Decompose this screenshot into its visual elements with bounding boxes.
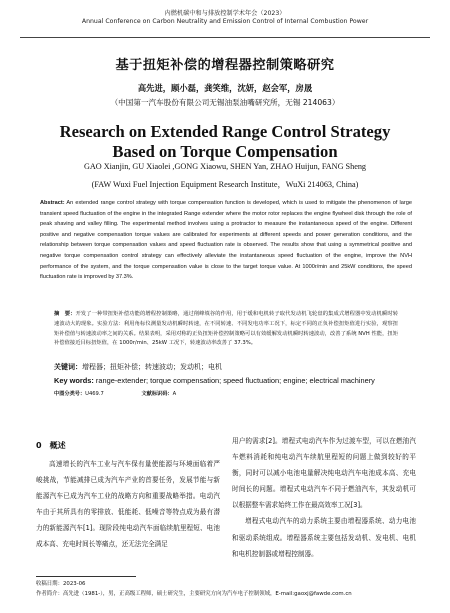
conference-header <box>0 10 450 26</box>
keywords-cn-text: 增程器；扭矩补偿；转速波动；发动机；电机 <box>82 363 222 371</box>
abstract-cn <box>54 310 398 349</box>
conference-name-en: Annual Conference on Carbon Neutrality and Emission Control of Internal Combustion Power <box>81 18 369 26</box>
keywords-cn <box>54 362 398 372</box>
document-code <box>141 391 176 397</box>
body-paragraph: 高速增长的汽车工业与汽车保有量使能源与环境面临着严峻挑战，节能减排已成为汽车产业的首要任务，发展节能与新能源汽车已成为汽车工业的战略方向和重要战略举措。电动汽车由于其所具有的零排放、低能耗、低噪音等特点成为最有潜力的新能源汽车[1]。现阶段纯电动汽车面临续航里程短、电池成本高、充电时间长等痛点，还无法完全满足 <box>36 460 220 549</box>
footnote-rule <box>36 576 136 577</box>
section-heading: 0 概述 <box>36 441 66 450</box>
keywords-en-label: Key words: <box>54 376 94 385</box>
abstract-en-text: An extended range control strategy with torque compensation function is developed, which is used to mitigate the phenomenon of large transient speed fluctuation of the engine in the integrated Range extender where the motor rotor replaces the engine flywheel disk through the role of peak shaving and valley filling. The experimental method involves using a protractor to measure the instantaneous speed of the engine. Different positive and negative compensation torque values are calibrated for experiments at different speeds and power generation conditions, and the relationship between torque compensation values and speed fluctuation rate is observed. The results show that using a symmetrical positive and negative torque compensation control strategy can effectively alleviate the instantaneous speed fluctuation of the engine, improve the NVH performance of the system, and the torque compensation value is close to the target torque value. At 1000r/min and 25kW conditions, the speed fluctuation rate is improved by 37.3%. <box>40 200 412 281</box>
header-rule <box>20 37 430 38</box>
body-paragraph: 增程式电动汽车的动力系统主要由增程器系统、动力电池和驱动系统组成。增程器系统主要包括发动机、发电机、电机和电机控制器或增程控制器。 <box>232 517 416 558</box>
document-code-value: A <box>172 391 177 397</box>
paper-title-en-line1: Research on Extended Range Control Strategy <box>59 122 391 141</box>
class-number-value: U469.7 <box>85 391 104 397</box>
class-number-label: 中图分类号： <box>54 391 86 397</box>
abstract-en-label: Abstract: <box>40 200 65 206</box>
footnote-received-label: 收稿日期： <box>36 581 63 587</box>
footnote-author-label: 作者简介： <box>36 591 63 597</box>
keywords-en <box>54 376 398 386</box>
classification <box>54 390 398 398</box>
abstract-cn-label: 摘 要： <box>54 311 76 317</box>
abstract-cn-text: 开发了一种带扭矩补偿功能的增程控制策略，通过削峰填谷的作用，用于缓和电机转子取代发动机飞轮盘的集成式增程器中发动机瞬时转速波动大的现象。实验方法：利用角标仪测量发动机瞬时转速，在不同转速、不同发电功率工况下，标定不同的正负补偿扭矩值进行实验，观察扭矩补偿值与转速波动率之间的关系。结果表明，采用对称的正负扭矩补偿控制策略可以有效缓解发动机瞬时转速波动，改善了系统 NVH 性能，扭矩补偿值接近目标扭矩值，在 1000r/min、25kW 工况下，转速波动率改善了 37.3%。 <box>54 311 398 347</box>
affiliation-en: (FAW Wuxi Fuel Injection Equipment Research Institute，WuXi 214063, China) <box>91 180 359 189</box>
paper-title-en-line2: Based on Torque Compensation <box>112 142 338 161</box>
body-column-left <box>36 456 220 553</box>
paper-title-cn: 基于扭矩补偿的增程器控制策略研究 <box>115 58 335 73</box>
footnote-received <box>36 580 436 588</box>
footnote-received-value: 2023-06 <box>62 581 86 587</box>
class-number <box>54 391 104 397</box>
document-code-label: 文献标识码： <box>141 391 173 397</box>
footnote-author-value: 高先进（1981-），男，正高级工程师，硕士研究生，主要研究方向为汽车电子控制领域，E-mail:gaoxj@fawde.com.cn <box>62 591 352 597</box>
authors-cn: 高先进，顾小磊，龚笑维，沈妍，赵会军，房晟 <box>137 83 313 93</box>
footnote-author <box>36 590 436 598</box>
affiliation-cn: （中国第一汽车股份有限公司无锡油泵油嘴研究所，无锡 214063） <box>110 98 340 107</box>
conference-name-cn: 内燃机碳中和与排放控制学术年会（2023） <box>164 10 286 17</box>
body-paragraph: 用户的需求[2]。增程式电动汽车作为过渡车型，可以在燃油汽车燃料消耗和纯电动汽车续航里程短的问题上做到较好的平衡，同时可以减小电池电量解决纯电动汽车电池成本高、充电时间长的问题。增程式电动汽车不同于燃油汽车，其发动机可以根据整车需求始终工作在最高效率工况[3]。 <box>232 437 416 510</box>
paper-title-en <box>0 122 450 162</box>
abstract-en <box>40 198 412 283</box>
authors-en: GAO Xianjin, GU Xiaolei ,GONG Xiaowu, SHEN Yan, ZHAO Huijun, FANG Sheng <box>83 162 367 171</box>
keywords-cn-label: 关键词： <box>54 363 82 371</box>
keywords-en-text: range-extender; torque compensation; speed fluctuation; engine; electrical machinery <box>95 376 375 385</box>
body-column-right <box>232 433 416 562</box>
